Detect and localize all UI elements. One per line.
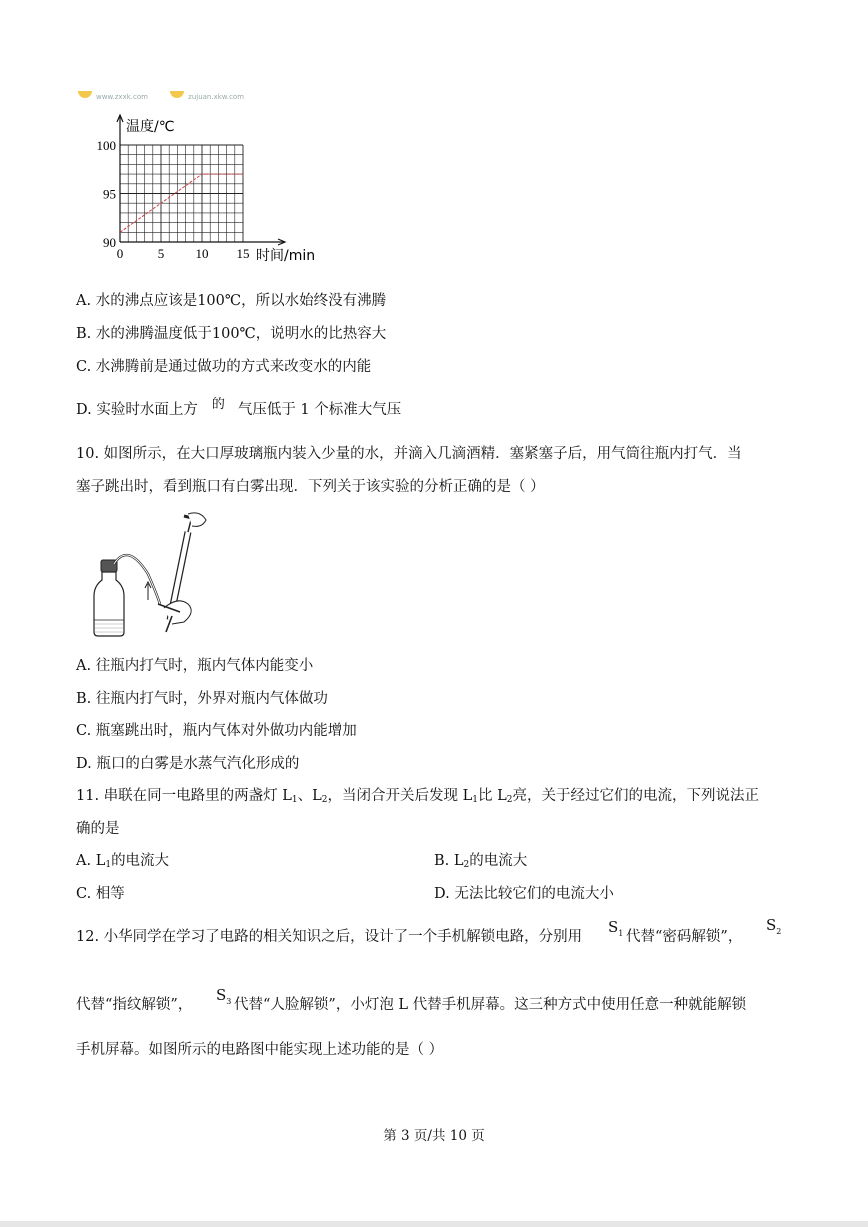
temperature-time-chart (80, 112, 340, 264)
q12-line1-text2: 代替“密码解锁”， (626, 929, 743, 945)
q12-s1-letter: S (608, 918, 619, 936)
q11-option-b-text: B. L (434, 853, 464, 869)
q12-line1-text: 12. 小华同学在学习了电路的相关知识之后，设计了一个手机解锁电路，分别用 (76, 929, 583, 945)
q11-option-d: D. 无法比较它们的电流大小 (434, 886, 614, 902)
x-tick-label: 0 (116, 246, 124, 261)
q12-s1-sub: 1 (618, 929, 624, 938)
q12-s3 (216, 986, 231, 1006)
q12-line3: 手机屏幕。如图所示的电路图中能实现上述功能的是（ ） (76, 1042, 444, 1058)
q9-option-d-part1: D. 实验时水面上方 (76, 402, 198, 418)
q11-option-c: C. 相等 (76, 886, 125, 902)
q12-s1 (608, 918, 623, 938)
q11-option-b (434, 854, 527, 870)
q12-s3-letter: S (216, 986, 227, 1004)
q11-stem-line2: 确的是 (76, 821, 120, 837)
q10-stem-line1: 10. 如图所示，在大口厚玻璃瓶内装入少量的水，并滴入几滴酒精．塞紧塞子后，用气筒往瓶内打气．当 (76, 446, 742, 462)
q11-option-b-text2: 的电流大 (469, 853, 528, 869)
q11-text: ，当闭合开关后发现 L (327, 788, 473, 804)
q12-s2 (766, 916, 781, 936)
q12-s2-sub: 2 (776, 927, 782, 936)
logo-icon (170, 91, 184, 98)
q11-option-a-sub: 1 (105, 860, 112, 870)
q11-option-a-text: A. L (76, 853, 106, 869)
q12-s3-sub: 3 (226, 997, 232, 1006)
x-tick-label: 10 (195, 246, 209, 261)
x-tick-label: 5 (157, 246, 165, 261)
q11-text: 亮，关于经过它们的电流，下列说法正 (512, 788, 759, 804)
q11-text: 11. 串联在同一电路里的两盏灯 L (76, 788, 292, 804)
q12-s2-letter: S (766, 916, 777, 934)
page-number: 第 3 页/共 10 页 (383, 1128, 485, 1144)
q11-option-a (76, 854, 169, 870)
bottom-bar (0, 1221, 868, 1227)
y-tick-label: 90 (103, 235, 116, 250)
q10-option-b: B. 往瓶内打气时，外界对瓶内气体做功 (76, 691, 328, 707)
q9-option-d-de: 的 (211, 397, 225, 412)
q12-line2-text2: 代替“人脸解锁”，小灯泡 L 代替手机屏幕。这三种方式中使用任意一种就能解锁 (234, 997, 747, 1013)
watermark-right: zujuan.xkw.com (188, 93, 245, 101)
q11-text: 比 L (478, 788, 507, 804)
q9-option-c: C. 水沸腾前是通过做功的方式来改变水的内能 (76, 359, 372, 375)
chart-grid (120, 145, 243, 242)
q10-option-d: D. 瓶口的白雾是水蒸气汽化形成的 (76, 756, 300, 772)
q9-option-a: A. 水的沸点应该是100℃，所以水始终没有沸腾 (76, 293, 387, 309)
q11-sub: 2 (321, 795, 328, 805)
q11-option-b-sub: 2 (463, 860, 470, 870)
watermark-left: www.zxxk.com (96, 93, 148, 101)
logo-icon (78, 91, 92, 98)
q9-option-b: B. 水的沸腾温度低于100℃，说明水的比热容大 (76, 326, 387, 342)
q12-line2-text: 代替“指纹解锁”， (76, 997, 193, 1013)
q9-option-d-part2: 气压低于 1 个标准大气压 (237, 402, 402, 418)
y-tick-label: 100 (96, 138, 116, 153)
q11-text: 、L (297, 788, 322, 804)
q11-sub: 1 (291, 795, 298, 805)
q10-option-c: C. 瓶塞跳出时，瓶内气体对外做功内能增加 (76, 723, 357, 739)
pump-bottle-illustration (88, 512, 218, 640)
y-tick-label: 95 (103, 186, 116, 202)
q11-option-a-text2: 的电流大 (111, 853, 170, 869)
q10-option-a: A. 往瓶内打气时，瓶内气体内能变小 (76, 658, 314, 674)
q10-stem-line2: 塞子跳出时，看到瓶口有白雾出现．下列关于该实验的分析正确的是（ ） (76, 479, 545, 495)
x-axis-label: 时间/min (256, 248, 316, 264)
q11-sub: 2 (506, 795, 513, 805)
y-axis-label: 温度/℃ (126, 119, 175, 135)
x-tick-label: 15 (236, 246, 250, 261)
q11-sub: 1 (472, 795, 478, 805)
watermark (78, 84, 244, 103)
q9-option-d (76, 397, 402, 418)
q11-stem-line1 (76, 789, 759, 805)
